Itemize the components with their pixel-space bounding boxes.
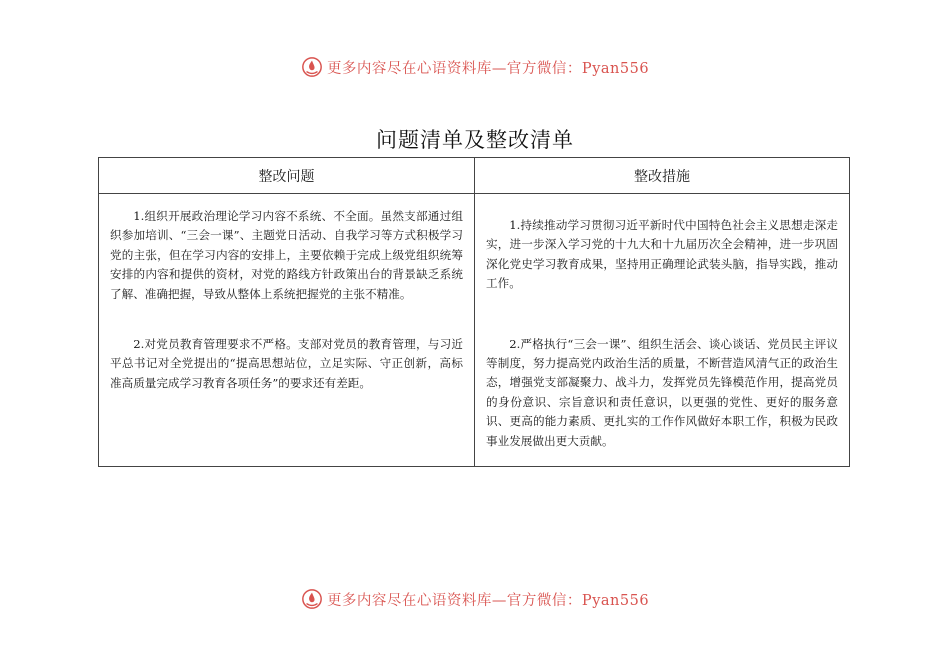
header-measures: 整改措施: [475, 158, 850, 194]
measure-item: 2.严格执行“三会一课”、组织生活会、谈心谈话、党员民主评议等制度，努力提高党内政治生活的质量，不断营造风清气正的政治生态，增强党支部凝聚力、战斗力，发挥党员先锋模范作用，提高党员的身份意识、宗旨意识和责任意识，以更强的党性、更好的服务意识、更高的能力素质、更扎实的工作作风做好本职工作，积极为民政事业发展做出更大贡献。: [486, 336, 838, 448]
flame-seal-icon: [301, 588, 323, 610]
watermark-bottom: [0, 584, 950, 614]
watermark-text: 更多内容尽在心语资料库—官方微信：Pyan556: [326, 592, 650, 609]
problem-item: 2.对党员教育管理要求不严格。支部对党员的教育管理，与习近平总书记对全党提出的“提高思想站位，立足实际、守正创新，高标准高质量完成学习教育各项任务”的要求还有差距。: [110, 337, 463, 390]
document-title: 问题清单及整改清单: [376, 128, 574, 152]
flame-seal-icon: [301, 56, 323, 78]
measures-cell: [475, 194, 850, 467]
table-row: [99, 194, 850, 467]
table-header-row: [99, 158, 850, 194]
problem-item: 1.组织开展政治理论学习内容不系统、不全面。虽然支部通过组织参加培训、“三会一课”、主题党日活动、自我学习等方式积极学习党的主张，但在学习内容的安排上，主要依赖于完成上级党组织统筹安排的内容和提供的资材，对党的路线方针政策出台的背景缺乏系统了解、准确把握，导致从整体上系统把握党的主张不精准。: [110, 209, 463, 301]
rectification-table: [98, 157, 850, 467]
measure-item: 1.持续推动学习贯彻习近平新时代中国特色社会主义思想走深走实，进一步深入学习党的十九大和十九届历次全会精神，进一步巩固深化党史学习教育成果，坚持用正确理论武装头脑，指导实践，推动工作。: [486, 218, 838, 291]
problems-cell: [99, 194, 475, 467]
watermark-text: 更多内容尽在心语资料库—官方微信：Pyan556: [326, 60, 650, 77]
watermark-top: [0, 52, 950, 82]
header-problems: 整改问题: [99, 158, 475, 194]
